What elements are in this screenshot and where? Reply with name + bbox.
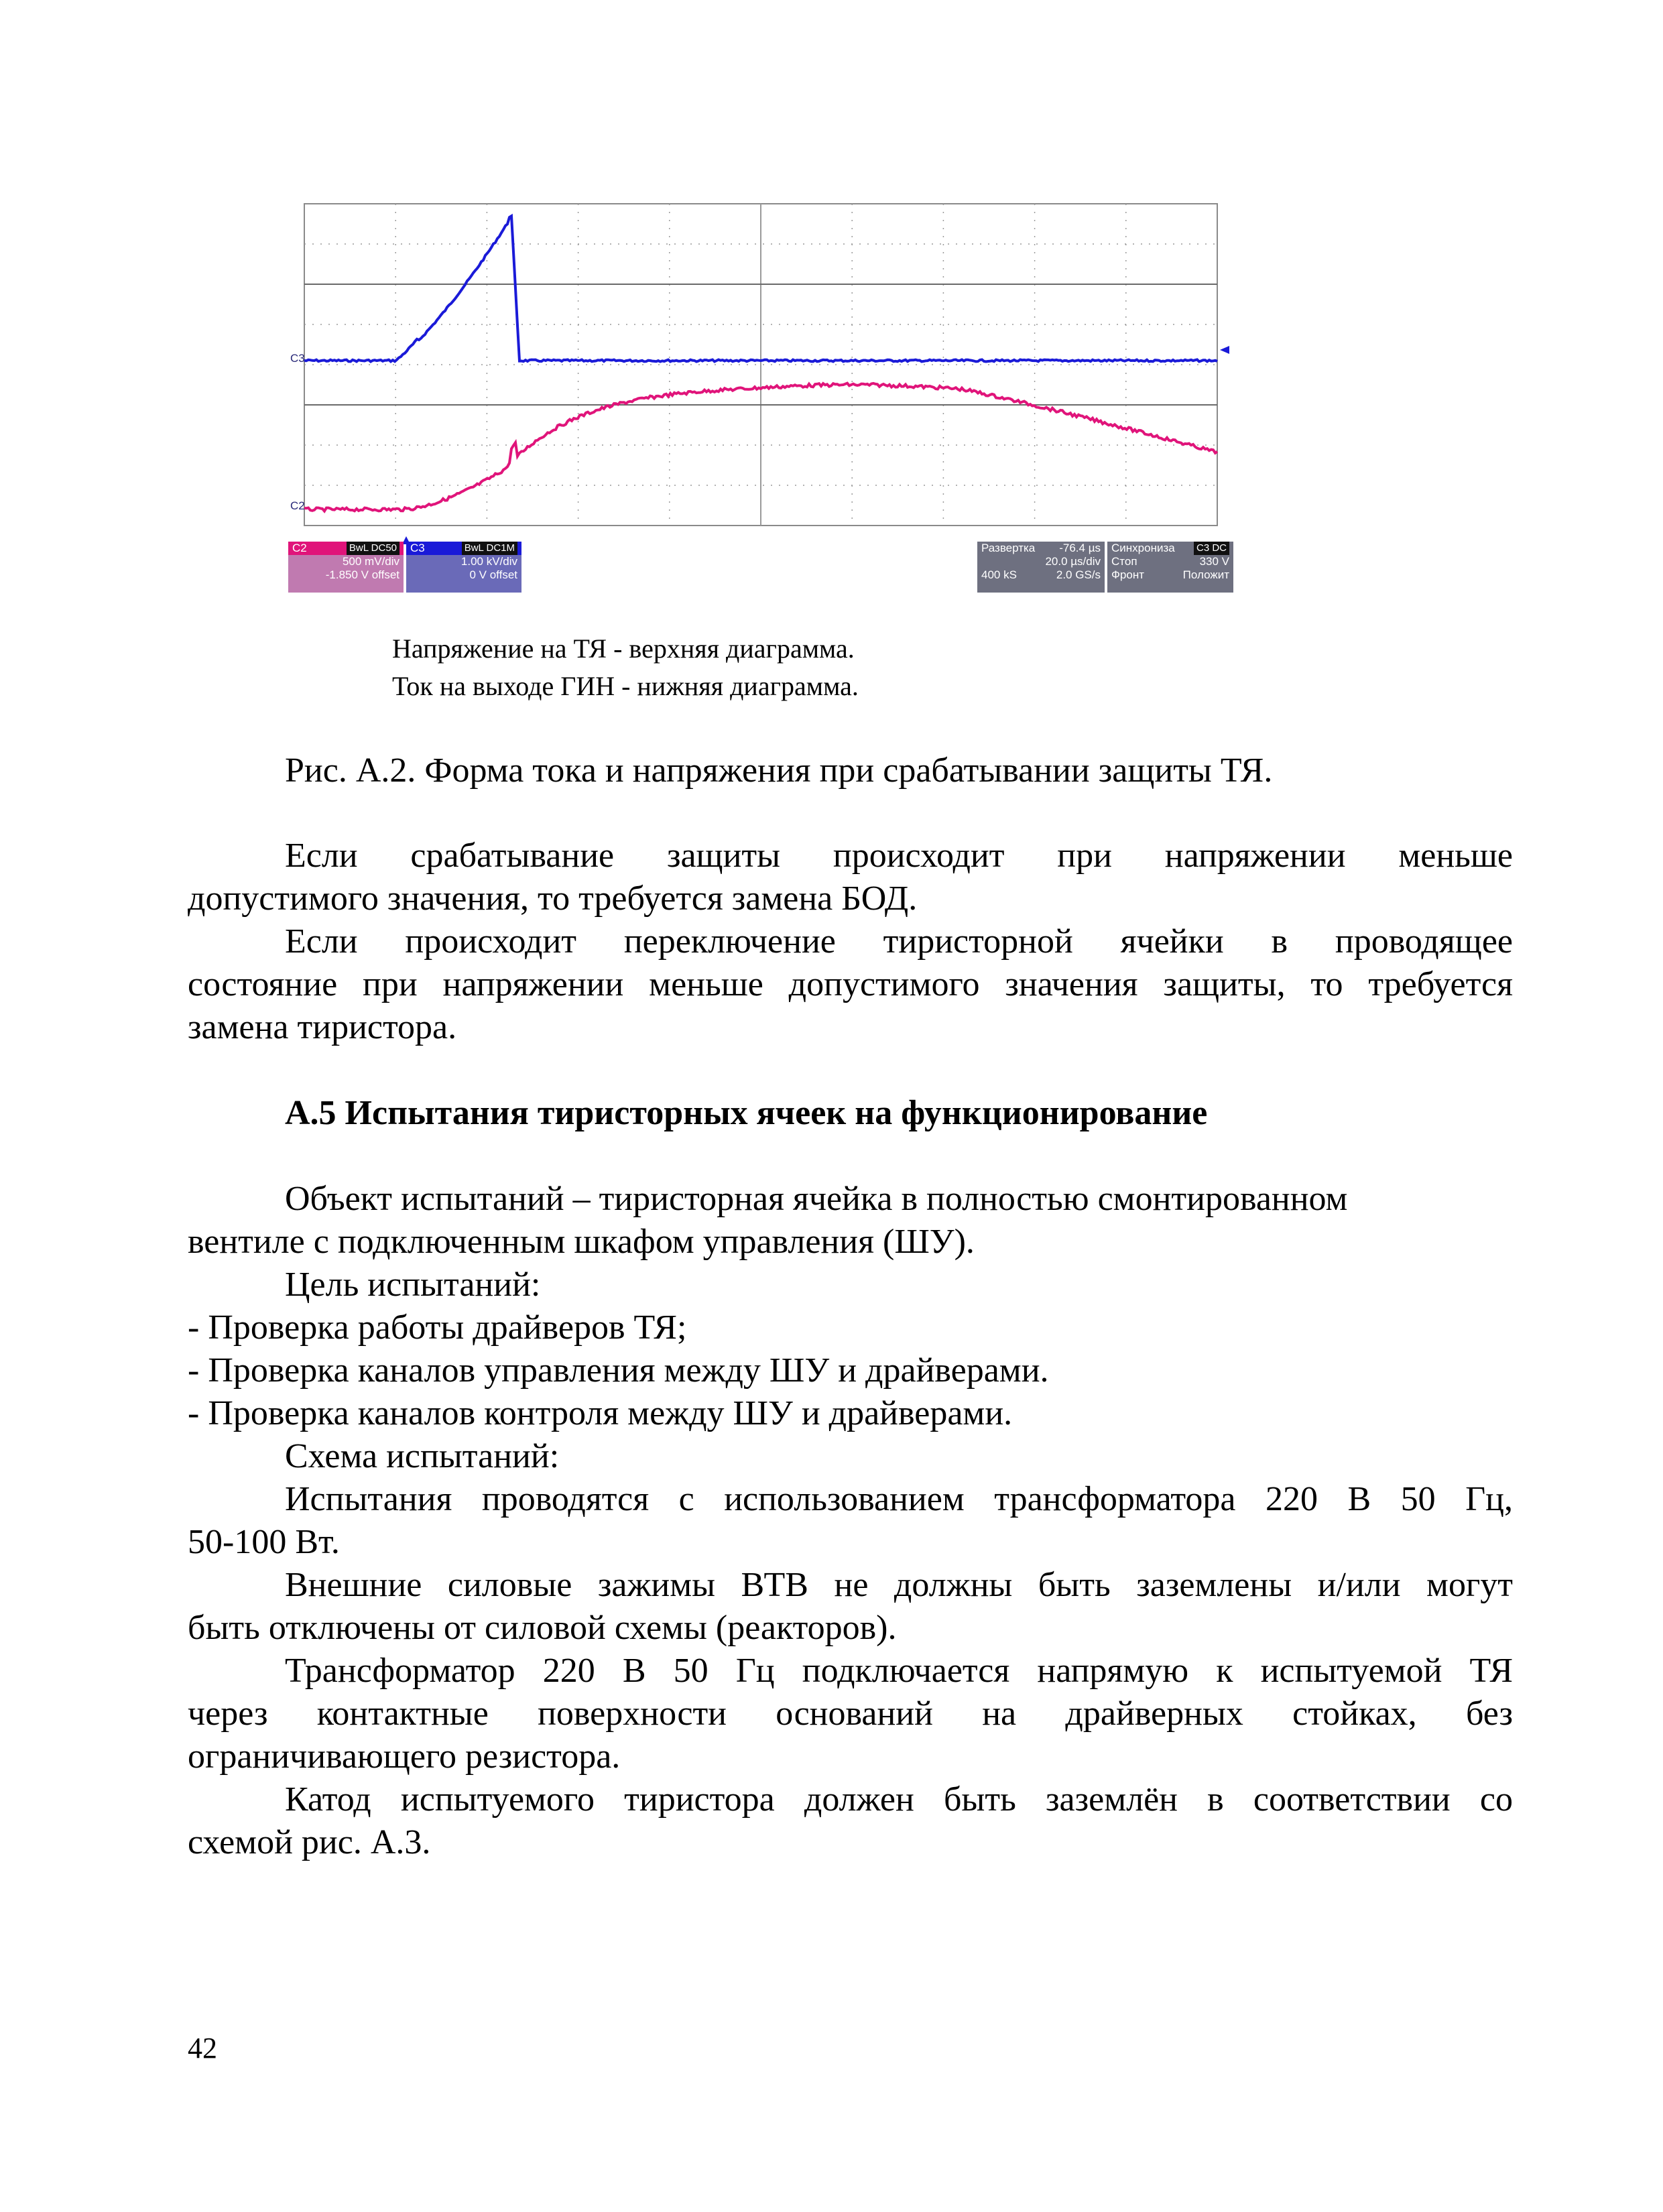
timebase-box (977, 542, 1105, 593)
c2-scale: 500 mV/div (342, 555, 399, 568)
trigger-tag: C3 DC (1194, 542, 1229, 555)
c3-name: C3 (410, 542, 425, 554)
trigger-edge: Фронт (1111, 568, 1145, 581)
channel-label-c2: C2 (290, 499, 305, 512)
paragraph-5: Схема испытаний: (285, 1437, 560, 1475)
c3-tag: BwL DC1M (462, 542, 517, 555)
trigger-title: Синхрониза (1111, 542, 1175, 554)
trigger-mode: Стоп (1111, 555, 1137, 568)
legend-line-lower: Ток на выходе ГИН - нижняя диаграмма. (392, 671, 859, 701)
paragraph-6-line-2: 50-100 Вт. (188, 1523, 340, 1561)
figure-title: Рис. А.2. Форма тока и напряжения при срабатывании защиты ТЯ. (285, 751, 1273, 790)
paragraph-8-line-1: Трансформатор 220 В 50 Гц подключается напрямую к испытуемой ТЯ (285, 1652, 1513, 1690)
legend-line-upper: Напряжение на ТЯ - верхняя диаграмма. (392, 633, 855, 664)
paragraph-1-line-2: допустимого значения, то требуется замена БОД. (188, 879, 918, 918)
c2-name: C2 (292, 542, 307, 554)
paragraph-4: Цель испытаний: (285, 1266, 541, 1304)
channel-label-c3: C3 (290, 352, 305, 365)
c3-scale: 1.00 kV/div (460, 555, 517, 568)
c3-level-marker-icon (1220, 346, 1229, 354)
c2-offset: -1.850 V offset (325, 568, 399, 581)
c3-offset: 0 V offset (469, 568, 517, 581)
paragraph-8-line-3: ограничивающего резистора. (188, 1737, 621, 1776)
paragraph-2-line-1: Если происходит переключение тиристорной ячейки в проводящее (285, 922, 1513, 961)
section-heading: А.5 Испытания тиристорных ячеек на функционирование (285, 1094, 1208, 1132)
paragraph-9-line-1: Катод испытуемого тиристора должен быть заземлён в соответствии со (285, 1780, 1513, 1819)
trigger-level: 330 V (1199, 555, 1229, 568)
timebase-per-div: 20.0 µs/div (1045, 555, 1101, 568)
oscilloscope-screen (288, 194, 1233, 597)
trigger-box (1107, 542, 1233, 593)
body-text (188, 835, 1513, 1864)
c2-settings-box (288, 542, 404, 593)
list-item-2: - Проверка каналов управления между ШУ и драйверами. (188, 1351, 1049, 1390)
paragraph-2-line-2: состояние при напряжении меньше допустимого значения защиты, то требуется (188, 965, 1513, 1003)
paragraph-7-line-2: быть отключены от силовой схемы (реакторов). (188, 1609, 897, 1647)
c2-tag: BwL DC50 (347, 542, 399, 555)
list-item-3: - Проверка каналов контроля между ШУ и драйверами. (188, 1394, 1013, 1432)
oscilloscope-figure (288, 194, 1233, 597)
paragraph-7-line-1: Внешние силовые зажимы ВТВ не должны быть заземлены и/или могут (285, 1566, 1513, 1604)
paragraph-2-line-3: замена тиристора. (188, 1008, 457, 1046)
timebase-rate: 2.0 GS/s (1056, 568, 1101, 581)
timebase-title: Развертка (981, 542, 1036, 554)
paragraph-3-line-2: вентиле с подключенным шкафом управления (ШУ). (188, 1223, 975, 1261)
paragraph-9-line-2: схемой рис. А.3. (188, 1823, 431, 1861)
list-item-1: - Проверка работы драйверов ТЯ; (188, 1308, 687, 1347)
timebase-delay: -76.4 µs (1059, 542, 1101, 554)
trigger-slope: Положит (1182, 568, 1229, 581)
timebase-samples: 400 kS (981, 568, 1017, 581)
paragraph-1-line-1: Если срабатывание защиты происходит при напряжении меньше (285, 837, 1513, 875)
c3-settings-box (406, 542, 521, 593)
paragraph-6-line-1: Испытания проводятся с использованием трансформатора 220 В 50 Гц, (285, 1480, 1513, 1518)
page-number: 42 (188, 2032, 217, 2065)
figure-legend (392, 630, 859, 705)
paragraph-8-line-2: через контактные поверхности оснований на драйверных стойках, без (188, 1695, 1513, 1733)
paragraph-3-line-1: Объект испытаний – тиристорная ячейка в полностью смонтированном (285, 1180, 1348, 1218)
